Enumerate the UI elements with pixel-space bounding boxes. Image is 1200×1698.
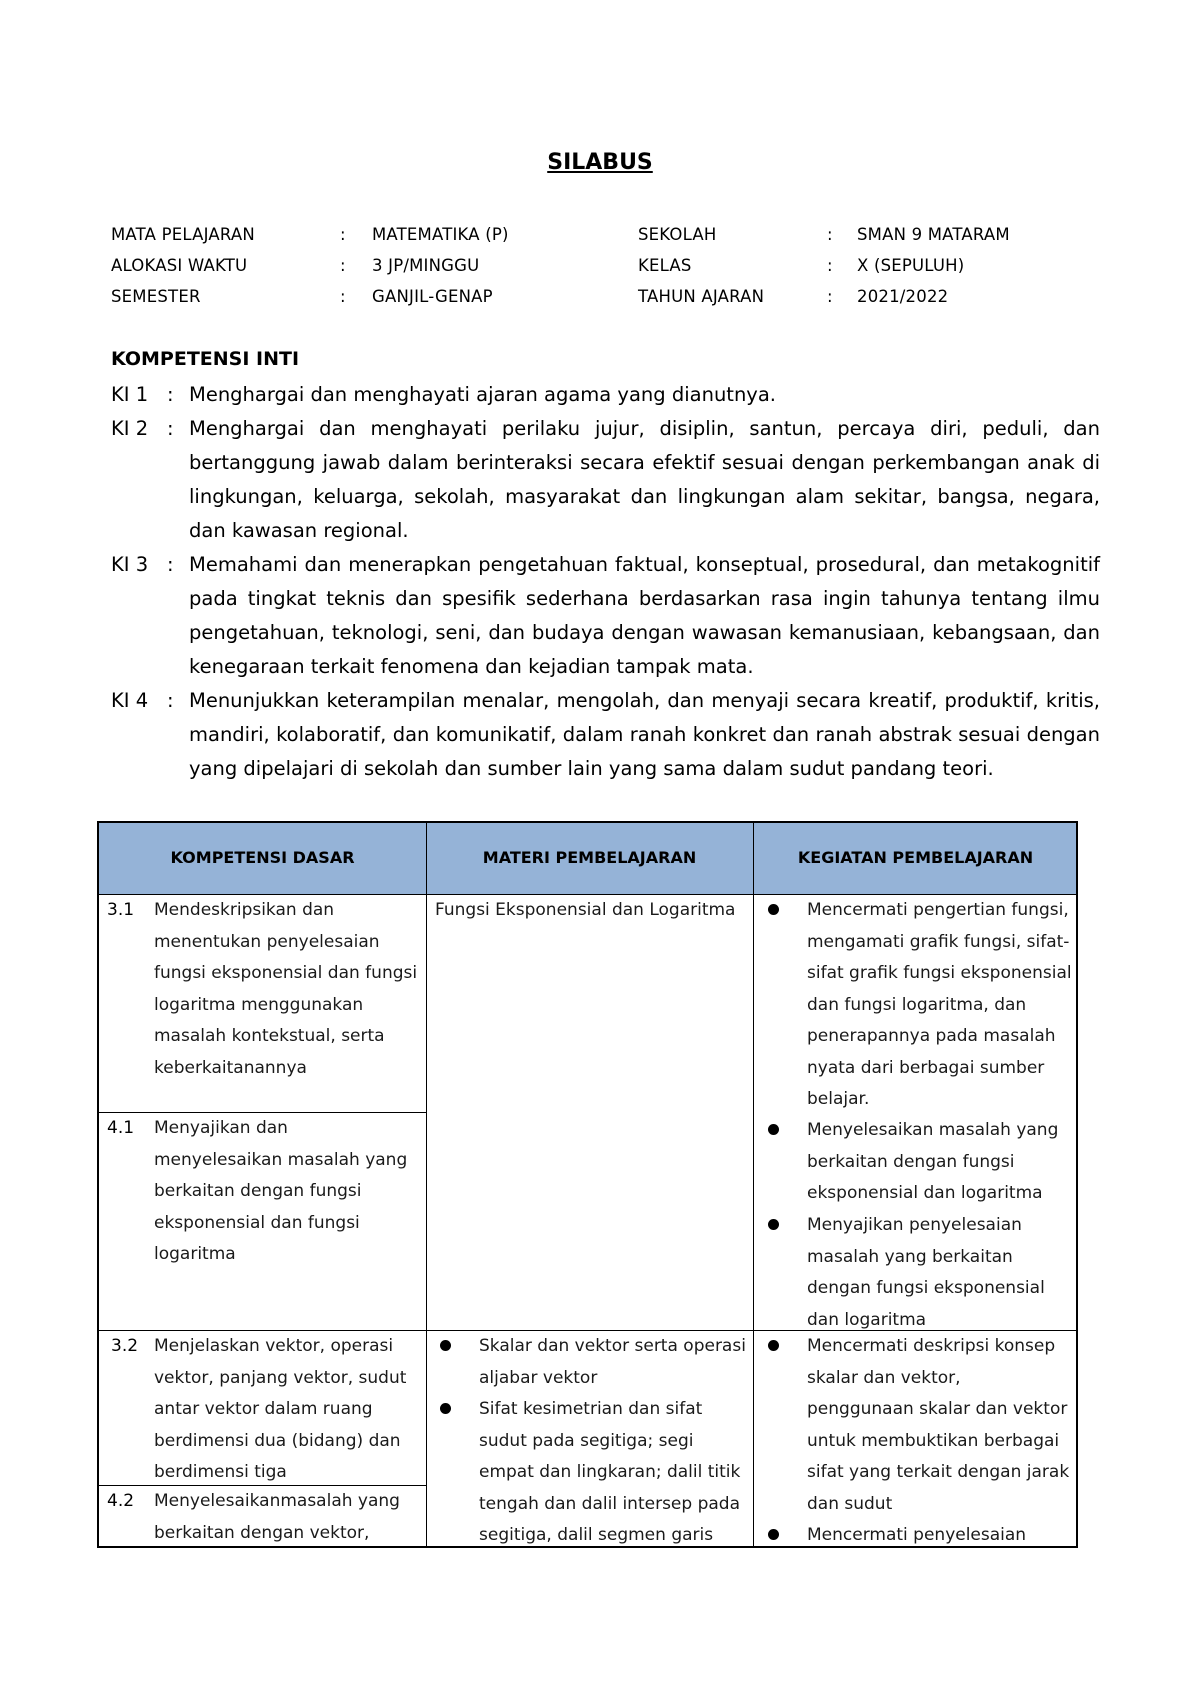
kd-text: Mendeskripsikan dan menentukan penyelesaian fungsi eksponensial dan fungsi logaritma menggunakan masalah kontekstual, serta keberkaitanannya [154, 900, 418, 1078]
header-materi-pembelajaran: MATERI PEMBELAJARAN [482, 848, 697, 867]
meta-sep: : [827, 256, 833, 275]
kegiatan-item: Mencermati deskripsi konsep skalar dan vektor, penggunaan skalar dan vektor untuk membuktikan berbagai sifat yang terkait dengan jarak dan sudut [807, 1336, 1070, 1514]
meta-value-sekolah: SMAN 9 MATARAM [857, 225, 1010, 244]
bullet-icon [440, 1340, 451, 1351]
meta-value-tahun-ajaran: 2021/2022 [857, 287, 949, 306]
ki-item [111, 378, 1100, 412]
ki-item [111, 548, 1100, 684]
ki-text: Memahami dan menerapkan pengetahuan faktual, konseptual, prosedural, dan metakognitif pada tingkat teknis dan spesifik sederhana berdasarkan rasa ingin tahunya tentang ilmu pengetahuan, teknologi, seni, dan budaya dengan wawasan kemanusiaan, kebangsaan, dan kenegaraan terkait fenomena dan kejadian tampak mata. [189, 553, 1100, 678]
table-header [99, 823, 1076, 895]
materi-item: Sifat kesimetrian dan sifat sudut pada segitiga; segi empat dan lingkaran; dalil titik tengah dan dalil intersep pada segitiga, dalil segmen garis [479, 1399, 741, 1545]
ki-item [111, 412, 1100, 548]
ki-item [111, 684, 1100, 786]
bullet-icon [768, 904, 779, 915]
kegiatan-item: Mencermati pengertian fungsi, mengamati grafik fungsi, sifat-sifat grafik fungsi eksponensial dan fungsi logaritma, dan penerapannya pada masalah nyata dari berbagai sumber belajar. [807, 900, 1072, 1109]
bullet-icon [768, 1529, 779, 1540]
ki-text: Menghargai dan menghayati ajaran agama yang dianutnya. [189, 383, 776, 406]
kd-number: 4.2 [107, 1491, 135, 1511]
ki-heading: KOMPETENSI INTI [111, 348, 300, 370]
ki-colon: : [167, 417, 174, 440]
meta-sep: : [340, 225, 346, 244]
meta-value-mata-pelajaran: MATEMATIKA (P) [372, 225, 509, 244]
ki-code: KI 3 [111, 553, 149, 576]
meta-value-kelas: X (SEPULUH) [857, 256, 965, 275]
meta-label-sekolah: SEKOLAH [638, 225, 717, 244]
kegiatan-item: Menyajikan penyelesaian masalah yang berkaitan dengan fungsi eksponensial dan logaritma [807, 1215, 1045, 1330]
meta-value-alokasi-waktu: 3 JP/MINGGU [372, 256, 480, 275]
kegiatan-item: Menyelesaikan masalah yang berkaitan dengan fungsi eksponensial dan logaritma [807, 1120, 1059, 1203]
meta-label-tahun-ajaran: TAHUN AJARAN [638, 287, 765, 306]
ki-colon: : [167, 553, 174, 576]
header-kompetensi-dasar: KOMPETENSI DASAR [170, 848, 355, 867]
meta-sep: : [827, 287, 833, 306]
kd-text: Menyelesaikanmasalah yang berkaitan dengan vektor, [154, 1491, 400, 1543]
meta-value-semester: GANJIL-GENAP [372, 287, 493, 306]
bullet-icon [768, 1219, 779, 1230]
meta-label-alokasi-waktu: ALOKASI WAKTU [111, 256, 248, 275]
bullet-icon [768, 1340, 779, 1351]
ki-colon: : [167, 689, 174, 712]
silabus-table [97, 821, 1078, 1548]
meta-label-semester: SEMESTER [111, 287, 201, 306]
kd-text: Menyajikan dan menyelesaikan masalah yang berkaitan dengan fungsi eksponensial dan fungsi logaritma [154, 1118, 408, 1264]
materi-text: Fungsi Eksponensial dan Logaritma [435, 900, 736, 920]
kegiatan-item: Mencermati penyelesaian [807, 1525, 1027, 1545]
header-kegiatan-pembelajaran: KEGIATAN PEMBELAJARAN [797, 848, 1034, 867]
kd-number: 4.1 [107, 1118, 135, 1138]
column-divider [426, 823, 427, 1546]
meta-label-kelas: KELAS [638, 256, 692, 275]
kd-text: Menjelaskan vektor, operasi vektor, panjang vektor, sudut antar vektor dalam ruang berdimensi dua (bidang) dan berdimensi tiga [154, 1336, 407, 1482]
meta-sep: : [340, 256, 346, 275]
column-divider [753, 823, 754, 1546]
kd-number: 3.2 [111, 1336, 139, 1356]
meta-label-mata-pelajaran: MATA PELAJARAN [111, 225, 255, 244]
meta-sep: : [340, 287, 346, 306]
bullet-icon [440, 1403, 451, 1414]
ki-code: KI 2 [111, 417, 149, 440]
ki-colon: : [167, 383, 174, 406]
kd-number: 3.1 [107, 900, 135, 920]
ki-text: Menghargai dan menghayati perilaku jujur, disiplin, santun, percaya diri, peduli, dan bertanggung jawab dalam berinteraksi secara efektif sesuai dengan perkembangan anak di lingkungan, keluarga, sekolah, masyarakat dan lingkungan alam sekitar, bangsa, negara, dan kawasan regional. [189, 417, 1100, 542]
ki-code: KI 4 [111, 689, 149, 712]
meta-sep: : [827, 225, 833, 244]
materi-item: Skalar dan vektor serta operasi aljabar vektor [479, 1336, 746, 1388]
page-title: SILABUS [547, 150, 653, 175]
ki-code: KI 1 [111, 383, 149, 406]
ki-text: Menunjukkan keterampilan menalar, mengolah, dan menyaji secara kreatif, produktif, kritis, mandiri, kolaboratif, dan komunikatif, dalam ranah konkret dan ranah abstrak sesuai dengan yang dipelajari di sekolah dan sumber lain yang sama dalam sudut pandang teori. [189, 689, 1100, 780]
bullet-icon [768, 1124, 779, 1135]
